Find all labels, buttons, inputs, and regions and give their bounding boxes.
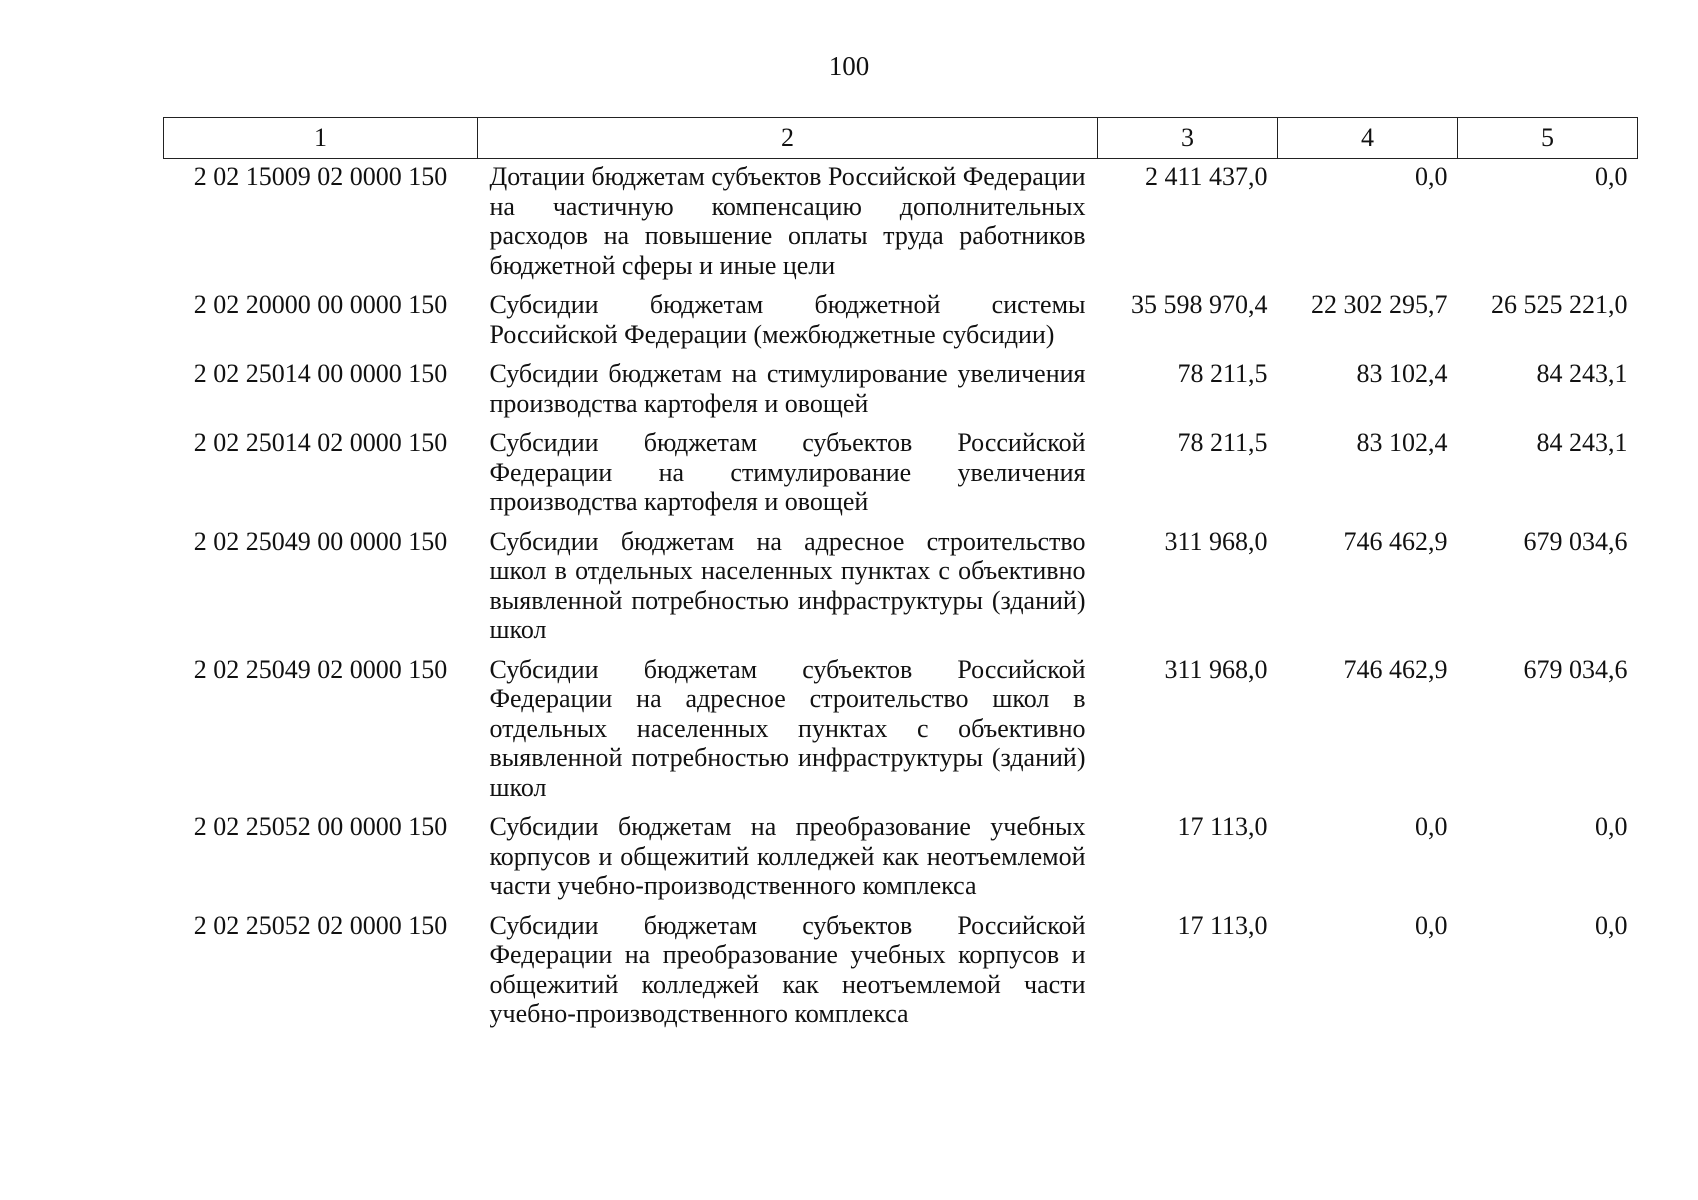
table-row bbox=[164, 524, 1638, 652]
budget-code-cell: 2 02 20000 00 0000 150 bbox=[193, 290, 448, 319]
value-col3-cell: 78 211,5 bbox=[1177, 359, 1268, 388]
column-header-3: 3 bbox=[1098, 118, 1278, 159]
value-col3-cell: 17 113,0 bbox=[1177, 910, 1268, 940]
budget-code-cell: 2 02 25052 02 0000 150 bbox=[193, 910, 448, 940]
column-header-5: 5 bbox=[1458, 118, 1638, 159]
table-row bbox=[164, 425, 1638, 524]
description-cell: Субсидии бюджетам на стимулирование увеличения производства картофеля и овощей bbox=[489, 359, 1086, 418]
description-cell: Субсидии бюджетам бюджетной системы Российской Федерации (межбюджетные субсидии) bbox=[489, 290, 1086, 349]
value-col3-cell: 17 113,0 bbox=[1177, 812, 1268, 841]
value-col5-cell: 84 243,1 bbox=[1536, 359, 1628, 388]
description-cell: Субсидии бюджетам субъектов Российской Федерации на стимулирование увеличения производства картофеля и овощей bbox=[489, 428, 1086, 516]
value-col4-cell: 83 102,4 bbox=[1356, 359, 1448, 388]
table-row bbox=[164, 809, 1638, 908]
value-col5-cell: 26 525 221,0 bbox=[1491, 290, 1628, 319]
table-row bbox=[164, 287, 1638, 356]
column-header-1: 1 bbox=[164, 118, 478, 159]
budget-code-cell: 2 02 25052 00 0000 150 bbox=[193, 812, 448, 841]
page-number: 100 bbox=[828, 51, 870, 81]
value-col4-cell: 83 102,4 bbox=[1356, 428, 1448, 457]
value-col5-cell: 0,0 bbox=[1595, 812, 1628, 841]
value-col4-cell: 746 462,9 bbox=[1343, 526, 1448, 556]
value-col3-cell: 2 411 437,0 bbox=[1144, 162, 1268, 191]
value-col3-cell: 311 968,0 bbox=[1164, 526, 1268, 556]
budget-table bbox=[163, 117, 1638, 1036]
budget-code-cell: 2 02 25049 02 0000 150 bbox=[193, 654, 448, 684]
budget-code-cell: 2 02 25014 00 0000 150 bbox=[193, 359, 448, 388]
table-header-row bbox=[164, 118, 1638, 159]
value-col5-cell: 679 034,6 bbox=[1523, 526, 1628, 556]
description-cell: Субсидии бюджетам на адресное строительство школ в отдельных населенных пунктах с объективно выявленной потребностью инфраструктуры (зданий) школ bbox=[489, 526, 1086, 644]
value-col3-cell: 311 968,0 bbox=[1164, 654, 1268, 684]
value-col3-cell: 35 598 970,4 bbox=[1131, 290, 1268, 319]
budget-code-cell: 2 02 25049 00 0000 150 bbox=[193, 526, 448, 556]
column-header-2: 2 bbox=[478, 118, 1098, 159]
value-col4-cell: 0,0 bbox=[1415, 910, 1448, 940]
value-col4-cell: 0,0 bbox=[1415, 812, 1448, 841]
description-cell: Субсидии бюджетам субъектов Российской Федерации на преобразование учебных корпусов и общежитий колледжей как неотъемлемой части учебно-производственного комплекса bbox=[489, 910, 1086, 1028]
description-cell: Дотации бюджетам субъектов Российской Федерации на частичную компенсацию дополнительных расходов на повышение оплаты труда работников бюджетной сферы и иные цели bbox=[489, 162, 1086, 280]
budget-code-cell: 2 02 15009 02 0000 150 bbox=[193, 162, 448, 191]
value-col5-cell: 679 034,6 bbox=[1523, 654, 1628, 684]
budget-code-cell: 2 02 25014 02 0000 150 bbox=[193, 428, 448, 457]
value-col3-cell: 78 211,5 bbox=[1177, 428, 1268, 457]
table-row bbox=[164, 159, 1638, 288]
column-header-4: 4 bbox=[1278, 118, 1458, 159]
table-row bbox=[164, 908, 1638, 1036]
value-col5-cell: 0,0 bbox=[1595, 910, 1628, 940]
value-col4-cell: 0,0 bbox=[1415, 162, 1448, 191]
value-col5-cell: 84 243,1 bbox=[1536, 428, 1628, 457]
description-cell: Субсидии бюджетам субъектов Российской Федерации на адресное строительство школ в отдельных населенных пунктах с объективно выявленной потребностью инфраструктуры (зданий) школ bbox=[489, 654, 1086, 802]
value-col4-cell: 746 462,9 bbox=[1343, 654, 1448, 684]
value-col4-cell: 22 302 295,7 bbox=[1311, 290, 1448, 319]
table-row bbox=[164, 356, 1638, 425]
description-cell: Субсидии бюджетам на преобразование учебных корпусов и общежитий колледжей как неотъемлемой части учебно-производственного комплекса bbox=[489, 812, 1086, 900]
value-col5-cell: 0,0 bbox=[1595, 162, 1628, 191]
table-row bbox=[164, 652, 1638, 810]
